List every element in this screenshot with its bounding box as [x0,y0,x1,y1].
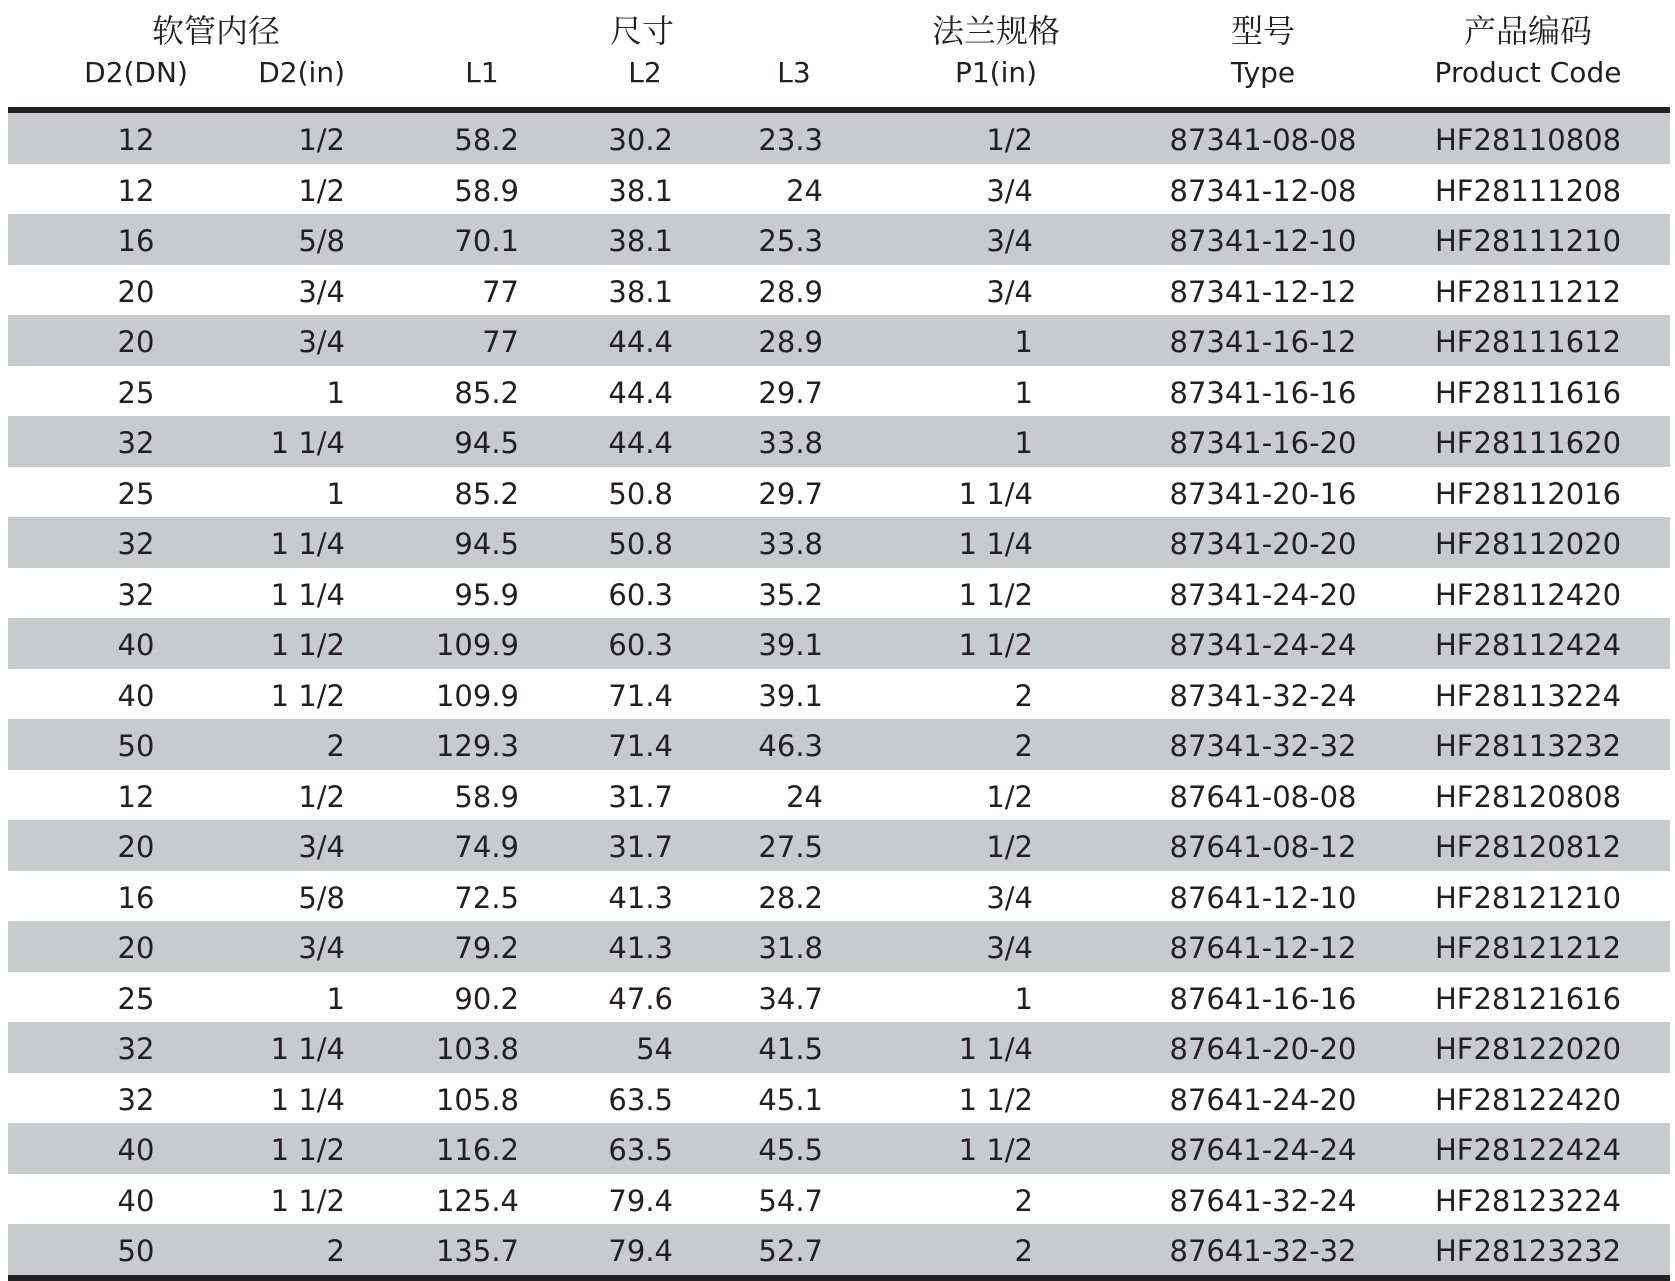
cell-d2-in: 1 1/2 [270,1183,345,1218]
cell-l1: 58.9 [454,779,519,814]
col-header-l2: L2 [628,56,662,89]
cell-d2-dn: 12 [117,123,155,157]
cell-l3: 29.7 [758,476,823,511]
cell-l2: 44.4 [608,325,673,359]
table-row [8,770,1670,821]
cell-l1: 85.2 [454,476,519,511]
cell-l2: 31.7 [608,830,673,864]
cell-l1: 77 [482,325,519,359]
table-row [8,517,1670,568]
cell-code: HF28110808 [1434,123,1622,157]
cell-d2-dn: 12 [117,779,155,814]
cell-d2-in: 1 1/4 [270,1032,345,1066]
cell-l3: 28.2 [758,880,823,915]
cell-type: 87341-24-24 [1169,628,1357,662]
cell-type: 87641-12-12 [1169,931,1357,965]
table-row [8,1174,1670,1225]
cell-l3: 25.3 [758,224,823,258]
cell-p1-in: 3/4 [986,173,1033,208]
cell-l3: 39.1 [758,628,823,662]
cell-l3: 52.7 [758,1234,823,1268]
cell-l2: 60.3 [608,628,673,662]
cell-p1-in: 1 1/4 [958,476,1033,511]
cell-l1: 74.9 [454,830,519,864]
cell-code: HF28111612 [1434,325,1622,359]
cell-l3: 29.7 [758,375,823,410]
cell-p1-in: 3/4 [986,880,1033,915]
cell-l1: 125.4 [435,1183,519,1218]
cell-d2-dn: 16 [117,224,155,258]
cell-l3: 28.9 [758,274,823,309]
cell-p1-in: 2 [1014,729,1033,763]
cell-type: 87341-12-10 [1169,224,1357,258]
cell-p1-in: 1 1/2 [958,577,1033,612]
cell-p1-in: 2 [1014,1183,1033,1218]
cell-d2-dn: 20 [117,830,155,864]
cell-d2-dn: 50 [117,1234,155,1268]
cell-l1: 58.2 [454,123,519,157]
cell-d2-dn: 25 [117,375,155,410]
table-row [8,265,1670,316]
cell-l2: 63.5 [608,1082,673,1117]
cell-code: HF28120808 [1434,779,1622,814]
cell-l1: 94.5 [454,527,519,561]
cell-l3: 45.1 [758,1082,823,1117]
cell-code: HF28121212 [1434,931,1622,965]
cell-code: HF28121616 [1434,981,1622,1016]
col-header-d2-dn: D2(DN) [84,56,188,89]
cell-type: 87641-16-16 [1169,981,1357,1016]
cell-l2: 41.3 [608,880,673,915]
table-row [8,467,1670,518]
cell-d2-dn: 25 [117,476,155,511]
cell-d2-in: 5/8 [298,880,345,915]
cell-d2-in: 1 [326,981,345,1016]
cell-l2: 31.7 [608,779,673,814]
table-row [8,164,1670,215]
cell-l3: 33.8 [758,426,823,460]
cell-code: HF28111616 [1434,375,1622,410]
cell-d2-dn: 32 [117,426,155,460]
cell-l1: 70.1 [454,224,519,258]
cell-p1-in: 1 1/2 [958,1082,1033,1117]
cell-l1: 79.2 [454,931,519,965]
cell-l1: 103.8 [435,1032,519,1066]
cell-l2: 44.4 [608,375,673,410]
cell-l1: 85.2 [454,375,519,410]
cell-p1-in: 3/4 [986,224,1033,258]
cell-d2-in: 1 [326,476,345,511]
cell-l3: 23.3 [758,123,823,157]
cell-code: HF28122420 [1434,1082,1622,1117]
cell-code: HF28112420 [1434,577,1622,612]
table-row [8,366,1670,417]
cell-type: 87341-16-12 [1169,325,1357,359]
cell-d2-dn: 20 [117,931,155,965]
cell-d2-in: 1 1/4 [270,527,345,561]
cell-p1-in: 1 1/2 [958,1133,1033,1167]
cell-l1: 105.8 [435,1082,519,1117]
cell-l3: 28.9 [758,325,823,359]
cell-code: HF28112424 [1434,628,1622,662]
cell-d2-in: 3/4 [298,830,345,864]
col-header-p1-in: P1(in) [954,56,1038,89]
cell-d2-in: 1/2 [298,173,345,208]
footer-rule [8,1275,1670,1281]
cell-l2: 71.4 [608,729,673,763]
cell-d2-in: 3/4 [298,325,345,359]
cell-l1: 129.3 [435,729,519,763]
cell-p1-in: 1 [1014,375,1033,410]
cell-p1-in: 3/4 [986,931,1033,965]
table-row [8,214,1670,265]
table-row [8,113,1670,164]
table-row [8,972,1670,1023]
cell-l3: 34.7 [758,981,823,1016]
cell-d2-dn: 32 [117,1032,155,1066]
cell-code: HF28123224 [1434,1183,1622,1218]
cell-d2-dn: 16 [117,880,155,915]
cell-l2: 38.1 [608,274,673,309]
cell-type: 87341-24-20 [1169,577,1357,612]
table-row [8,315,1670,366]
cell-p1-in: 1/2 [986,779,1033,814]
cell-type: 87641-24-24 [1169,1133,1357,1167]
cell-d2-dn: 20 [117,274,155,309]
cell-code: HF28113224 [1434,678,1622,713]
cell-l2: 63.5 [608,1133,673,1167]
cell-l1: 109.9 [435,628,519,662]
cell-d2-in: 1 1/2 [270,678,345,713]
cell-l2: 38.1 [608,173,673,208]
header-group-product-code: 产品编码 [1463,12,1593,50]
cell-p1-in: 1 1/2 [958,628,1033,662]
cell-type: 87341-20-20 [1169,527,1357,561]
cell-d2-dn: 40 [117,1183,155,1218]
cell-l1: 77 [482,274,519,309]
cell-d2-in: 1 1/4 [270,1082,345,1117]
cell-code: HF28122020 [1434,1032,1622,1066]
cell-d2-dn: 20 [117,325,155,359]
cell-p1-in: 1 [1014,426,1033,460]
cell-d2-in: 2 [326,729,345,763]
table-row [8,719,1670,770]
cell-d2-dn: 12 [117,173,155,208]
cell-d2-in: 1/2 [298,123,345,157]
cell-d2-dn: 32 [117,577,155,612]
cell-d2-dn: 50 [117,729,155,763]
col-header-d2-in: D2(in) [258,56,345,89]
cell-code: HF28121210 [1434,880,1622,915]
cell-type: 87341-12-08 [1169,173,1357,208]
table-row [8,669,1670,720]
cell-d2-in: 1 1/2 [270,1133,345,1167]
cell-type: 87641-32-32 [1169,1234,1357,1268]
cell-l1: 90.2 [454,981,519,1016]
cell-l3: 45.5 [758,1133,823,1167]
cell-type: 87641-32-24 [1169,1183,1357,1218]
cell-l1: 116.2 [435,1133,519,1167]
header-group-hose-bore: 软管内径 [151,12,281,50]
cell-type: 87341-32-32 [1169,729,1357,763]
cell-p1-in: 1 [1014,325,1033,359]
cell-d2-dn: 32 [117,527,155,561]
cell-l3: 39.1 [758,678,823,713]
cell-d2-in: 1 1/4 [270,426,345,460]
cell-l3: 24 [786,173,823,208]
cell-type: 87341-16-16 [1169,375,1357,410]
cell-d2-in: 1/2 [298,779,345,814]
cell-l3: 46.3 [758,729,823,763]
cell-type: 87641-08-12 [1169,830,1357,864]
cell-d2-dn: 32 [117,1082,155,1117]
cell-l1: 135.7 [435,1234,519,1268]
cell-d2-in: 5/8 [298,224,345,258]
cell-l2: 50.8 [608,476,673,511]
cell-d2-in: 3/4 [298,274,345,309]
cell-p1-in: 1 1/4 [958,1032,1033,1066]
header-group-flange-spec: 法兰规格 [931,12,1061,50]
table-row [8,871,1670,922]
cell-p1-in: 3/4 [986,274,1033,309]
cell-code: HF28122424 [1434,1133,1622,1167]
cell-code: HF28111210 [1434,224,1622,258]
cell-code: HF28112016 [1434,476,1622,511]
cell-code: HF28123232 [1434,1234,1622,1268]
cell-l1: 109.9 [435,678,519,713]
cell-type: 87341-32-24 [1169,678,1357,713]
cell-l2: 71.4 [608,678,673,713]
cell-type: 87341-20-16 [1169,476,1357,511]
table-row [8,1123,1670,1174]
cell-d2-in: 1 1/4 [270,577,345,612]
cell-p1-in: 1/2 [986,123,1033,157]
cell-l3: 24 [786,779,823,814]
cell-l2: 38.1 [608,224,673,258]
cell-code: HF28112020 [1434,527,1622,561]
cell-type: 87641-24-20 [1169,1082,1357,1117]
cell-d2-in: 1 [326,375,345,410]
cell-code: HF28113232 [1434,729,1622,763]
cell-d2-in: 2 [326,1234,345,1268]
cell-type: 87341-16-20 [1169,426,1357,460]
cell-type: 87641-12-10 [1169,880,1357,915]
table-row [8,1073,1670,1124]
cell-code: HF28120812 [1434,830,1622,864]
cell-l1: 94.5 [454,426,519,460]
cell-l2: 44.4 [608,426,673,460]
col-header-type: Type [1230,56,1296,89]
cell-l2: 47.6 [608,981,673,1016]
col-header-product-code: Product Code [1434,56,1622,89]
cell-l2: 50.8 [608,527,673,561]
cell-l2: 79.4 [608,1234,673,1268]
cell-p1-in: 2 [1014,678,1033,713]
cell-p1-in: 2 [1014,1234,1033,1268]
cell-l1: 58.9 [454,173,519,208]
cell-type: 87341-12-12 [1169,274,1357,309]
cell-code: HF28111620 [1434,426,1622,460]
cell-type: 87341-08-08 [1169,123,1357,157]
col-header-l3: L3 [777,56,811,89]
table-row [8,1224,1670,1275]
cell-l2: 60.3 [608,577,673,612]
cell-l3: 35.2 [758,577,823,612]
header-group-model: 型号 [1230,12,1296,50]
col-header-l1: L1 [465,56,499,89]
cell-l3: 54.7 [758,1183,823,1218]
cell-code: HF28111212 [1434,274,1622,309]
cell-p1-in: 1 1/4 [958,527,1033,561]
cell-l2: 54 [636,1032,673,1066]
cell-l3: 27.5 [758,830,823,864]
table-row [8,618,1670,669]
table-row [8,921,1670,972]
cell-l3: 31.8 [758,931,823,965]
cell-l2: 41.3 [608,931,673,965]
cell-l3: 41.5 [758,1032,823,1066]
table-row [8,820,1670,871]
cell-l2: 30.2 [608,123,673,157]
table-row [8,1022,1670,1073]
cell-d2-dn: 40 [117,678,155,713]
cell-type: 87641-20-20 [1169,1032,1357,1066]
cell-d2-dn: 40 [117,628,155,662]
table-row [8,416,1670,467]
header-group-dimensions: 尺寸 [609,12,675,50]
cell-d2-dn: 25 [117,981,155,1016]
cell-l1: 72.5 [454,880,519,915]
cell-l1: 95.9 [454,577,519,612]
cell-code: HF28111208 [1434,173,1622,208]
cell-d2-in: 3/4 [298,931,345,965]
cell-l3: 33.8 [758,527,823,561]
cell-type: 87641-08-08 [1169,779,1357,814]
cell-p1-in: 1 [1014,981,1033,1016]
table-row [8,568,1670,619]
cell-d2-dn: 40 [117,1133,155,1167]
cell-d2-in: 1 1/2 [270,628,345,662]
cell-p1-in: 1/2 [986,830,1033,864]
cell-l2: 79.4 [608,1183,673,1218]
table-body [8,113,1670,1275]
